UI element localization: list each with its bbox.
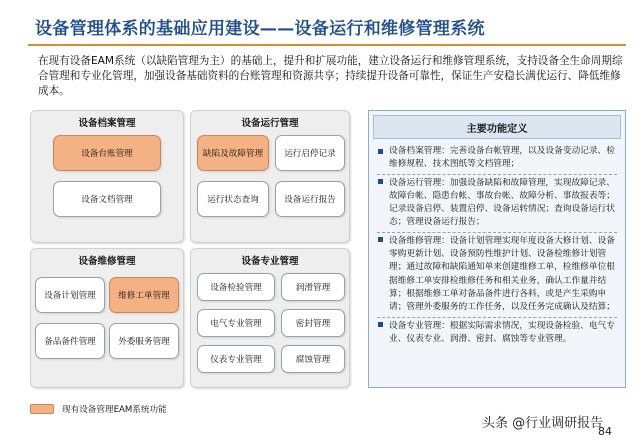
module-spare-parts[interactable]: 备品备件管理 [35, 323, 105, 359]
legend-swatch [30, 404, 54, 414]
definition-item-operation: 设备运行管理：加强设备缺陷和故障管理，实现故障记录、故障台帐、隐患台帐、事故台帐、故障分析、事故报表等；记录设备启停、装置启停、设备运转情况；查询设备运行状态；管理设备运行报告； [377, 174, 617, 230]
module-document[interactable]: 设备文档管理 [53, 181, 161, 217]
module-electrical[interactable]: 电气专业管理 [197, 309, 275, 337]
module-instrument[interactable]: 仪表专业管理 [197, 345, 275, 373]
module-defect-fault[interactable]: 缺陷及故障管理 [197, 135, 269, 171]
page-number: 84 [598, 425, 612, 438]
legend-label: 现有设备管理EAM系统功能 [62, 405, 167, 415]
section-title: 设备运行管理 [241, 118, 299, 129]
module-operation-report[interactable]: 设备运行报告 [275, 181, 345, 217]
section-title: 设备维修管理 [78, 256, 136, 267]
definition-item-archive: 设备档案管理：完善设备台帐管理，以及设备变动记录、检维修规程、技术图纸等文档管理； [377, 145, 617, 172]
section-title: 设备档案管理 [78, 118, 136, 129]
module-outsourcing[interactable]: 外委服务管理 [109, 323, 179, 359]
module-status-query[interactable]: 运行状态查询 [197, 181, 269, 217]
page-title: 设备管理体系的基础应用建设——设备运行和维修管理系统 [35, 19, 485, 39]
section-title: 设备专业管理 [241, 256, 299, 267]
section-archive [30, 110, 184, 243]
definition-list [377, 145, 617, 346]
section-operation [190, 110, 350, 243]
section-maintenance [30, 248, 184, 388]
module-ledger[interactable]: 设备台账管理 [53, 135, 161, 171]
module-lubrication[interactable]: 润滑管理 [281, 273, 345, 301]
module-inspection[interactable]: 设备检验管理 [197, 273, 275, 301]
intro-text: 在现有设备EAM系统（以缺陷管理为主）的基础上，提升和扩展功能，建立设备运行和维修管理系统，支持设备全生命周期综合管理和专业化管理，加强设备基础资料的台账管理和资源共享；持续提升设备可靠性，保证生产安稳长满优运行、降低维修成本。 [38, 55, 623, 97]
function-definition-panel [368, 110, 626, 388]
definition-item-specialty: 设备专业管理：根据实际需求情况，实现设备检验、电气专业、仪表专业、润滑、密封、腐蚀等专业管理。 [377, 317, 617, 347]
title-divider [28, 44, 626, 46]
definition-item-maintenance: 设备维修管理：设备计划管理实现年度设备大修计划、设备零购更新计划、设备预防性维护计划、设备检维修计划管理；通过故障和缺陷通知单来创建维修工单，检维修单位根据维修工单安排检维修任务和相关业务，确认工作量并结算；根据维修工单对备品备件进行各料，或是产生采购申请；管理外委服务的工作任务，以及任务完成确认及结算； [377, 232, 617, 315]
section-specialty [190, 248, 350, 388]
module-start-stop-log[interactable]: 运行启停记录 [275, 135, 345, 171]
module-sealing[interactable]: 密封管理 [281, 309, 345, 337]
module-corrosion[interactable]: 腐蚀管理 [281, 345, 345, 373]
module-work-order[interactable]: 维修工单管理 [109, 277, 179, 313]
watermark: 头条 @行业调研报告 [482, 416, 604, 431]
module-plan[interactable]: 设备计划管理 [35, 277, 105, 313]
panel-title: 主要功能定义 [373, 115, 621, 139]
